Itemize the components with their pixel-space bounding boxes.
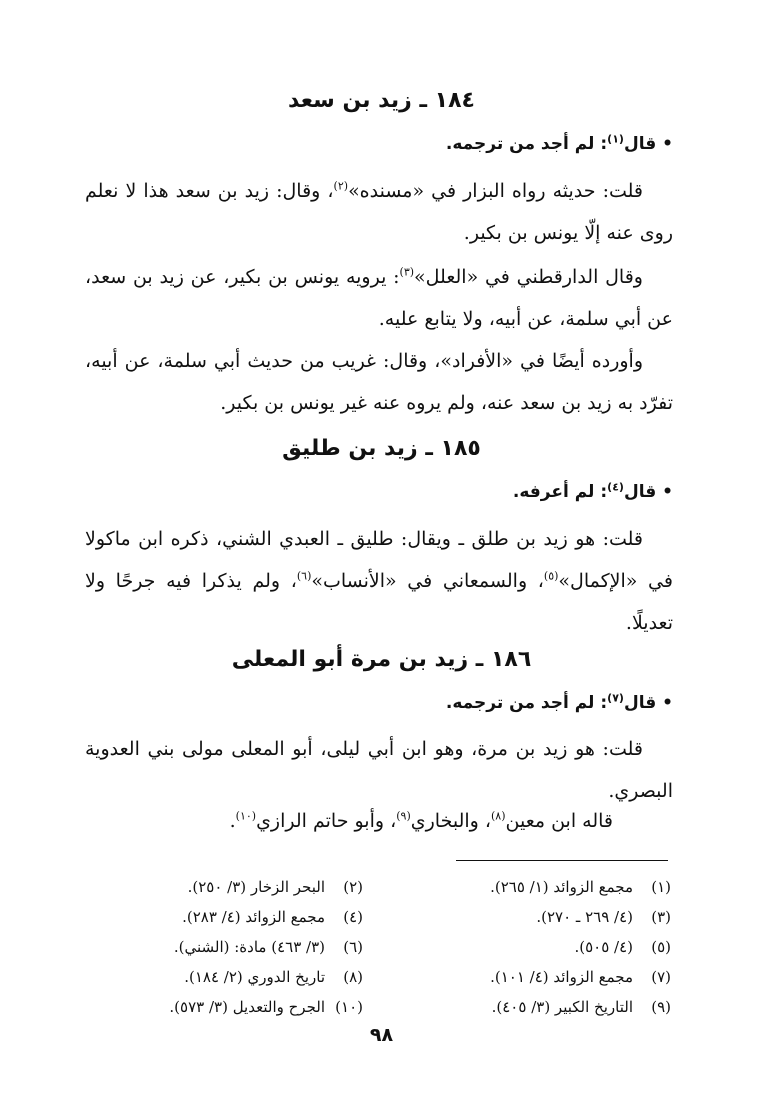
paragraph: قلت: هو زيد بن مرة، وهو ابن أبي ليلى، أبو المعلى مولى بني العدوية البصري. bbox=[85, 738, 673, 802]
qal-line bbox=[80, 134, 673, 154]
footnotes-right-column bbox=[381, 872, 671, 1022]
footnote-ref: (٢) bbox=[333, 179, 349, 193]
footnotes-left-column bbox=[93, 872, 363, 1022]
qal-label: قال bbox=[623, 482, 657, 502]
circle-marker-icon: • bbox=[662, 134, 673, 154]
footnote-ref: (١٠) bbox=[235, 809, 257, 823]
footnote-ref: (٣) bbox=[399, 265, 415, 279]
footnote: (٥)(٤/ ٥٠٥). bbox=[574, 938, 671, 956]
qal-text: : لم أجد من ترجمه. bbox=[445, 134, 608, 154]
footnote: (٣)(٤/ ٢٦٩ ـ ٢٧٠). bbox=[536, 908, 671, 926]
qal-line bbox=[80, 693, 673, 713]
footnote-ref: (٩) bbox=[396, 809, 411, 823]
footnote-ref: (٥) bbox=[543, 569, 559, 583]
paragraph: قاله ابن معين$^{(٨)}$، والبخاري$^{(٩)}$، وأبو حاتم الرازي$^{(١٠)}$. bbox=[229, 809, 613, 832]
qal-text: : لم أعرفه. bbox=[512, 482, 608, 502]
footnote-ref: (٦) bbox=[296, 569, 312, 583]
paragraph: قلت: حديثه رواه البزار في «مسنده»$^{(٢)}$، وقال: زيد بن سعد هذا لا نعلم روى عنه إلّا يونس بن بكير. bbox=[85, 179, 673, 244]
paragraph: وأورده أيضًا في «الأفراد»، وقال: غريب من حديث أبي سلمة، عن أبيه، تفرّد به زيد بن سعد عنه، ولم يروه عنه غير يونس بن بكير. bbox=[85, 350, 673, 414]
footnote: (٦)(٣/ ٤٦٣) مادة: (الشني). bbox=[173, 938, 363, 956]
qal-text: : لم أجد من ترجمه. bbox=[445, 693, 608, 713]
circle-marker-icon: • bbox=[662, 693, 673, 713]
footnote-ref: (١) bbox=[607, 132, 624, 146]
footnote-ref: (٤) bbox=[607, 480, 624, 494]
footnote: (١٠)الجرح والتعديل (٣/ ٥٧٣). bbox=[169, 998, 363, 1016]
entry-heading: ١٨٥ ـ زيد بن طليق bbox=[282, 436, 481, 461]
footnote-separator bbox=[456, 860, 668, 861]
footnote: (٧)مجمع الزوائد (٤/ ١٠١). bbox=[490, 968, 671, 986]
entry-heading: ١٨٤ ـ زيد بن سعد bbox=[288, 88, 475, 113]
footnote: (٤)مجمع الزوائد (٤/ ٢٨٣). bbox=[182, 908, 363, 926]
footnote-ref: (٨) bbox=[490, 809, 506, 823]
footnote-ref: (٧) bbox=[607, 691, 624, 705]
qal-label: قال bbox=[623, 134, 657, 154]
paragraph: وقال الدارقطني في «العلل»$^{(٣)}$: يرويه يونس بن بكير، عن زيد بن سعد، عن أبي سلمة، عن أبيه، ولا يتابع عليه. bbox=[85, 265, 673, 330]
footnote: (٨)تاريخ الدوري (٢/ ١٨٤). bbox=[184, 968, 363, 986]
entry-heading: ١٨٦ ـ زيد بن مرة أبو المعلى bbox=[231, 647, 532, 672]
footnote: (٩)التاريخ الكبير (٣/ ٤٠٥). bbox=[491, 998, 671, 1016]
circle-marker-icon: • bbox=[662, 482, 673, 502]
page-number: ٩٨ bbox=[369, 1024, 394, 1046]
paragraph: قلت: هو زيد بن طلق ـ ويقال: طليق ـ العبدي الشني، ذكره ابن ماكولا في «الإكمال»$^{(٥)}$، والسمعاني في «الأنساب»$^{(٦)}$، ولم يذكرا فيه جرحًا ولا تعديلًا. bbox=[85, 528, 673, 634]
qal-line bbox=[80, 482, 673, 502]
footnote: (٢)البحر الزخار (٣/ ٢٥٠). bbox=[187, 878, 363, 896]
footnote: (١)مجمع الزوائد (١/ ٢٦٥). bbox=[490, 878, 671, 896]
qal-label: قال bbox=[623, 693, 657, 713]
